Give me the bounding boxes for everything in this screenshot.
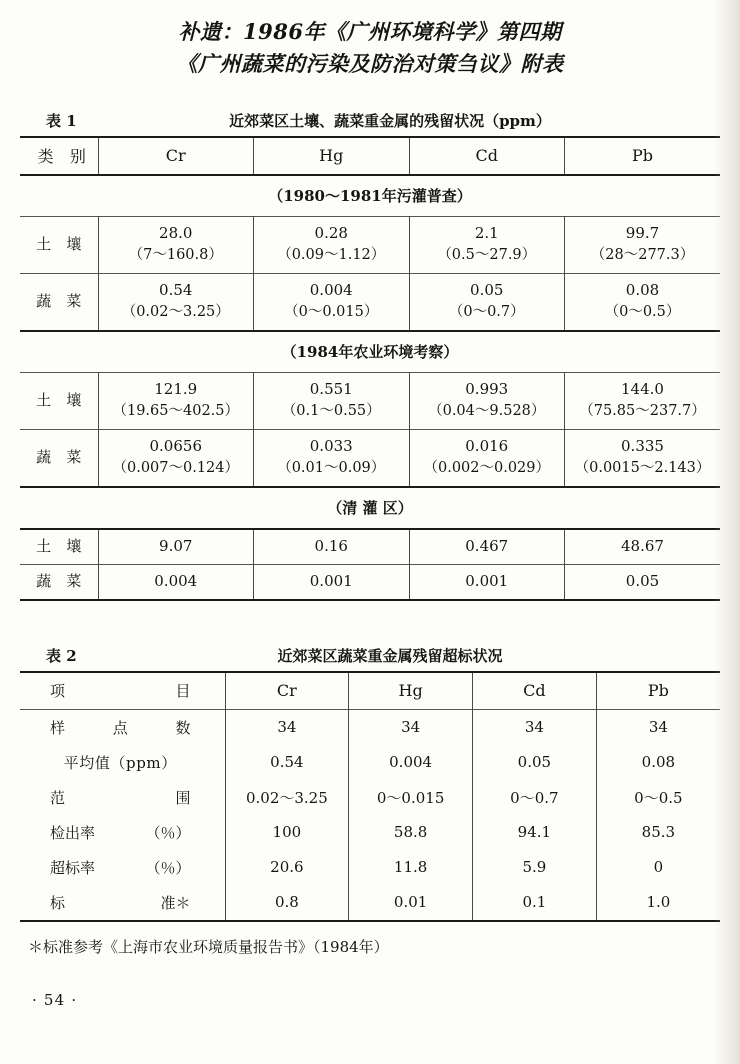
table1-section-3: [20, 487, 720, 600]
cell-value: 0.08: [625, 281, 660, 300]
table1-section-2: [20, 331, 720, 487]
cell-value: 0.335: [621, 437, 664, 456]
table-row: [20, 429, 720, 487]
table1-number: 表 1: [46, 111, 77, 130]
cell-value: 121.9: [154, 380, 198, 399]
table1-section-band: [20, 331, 720, 373]
cell-range: （0～0.015）: [284, 304, 379, 321]
spacer: [0, 80, 740, 106]
table2-cell: 11.8: [349, 850, 473, 885]
table1-cell: [565, 216, 721, 273]
table1-wrap: [0, 136, 740, 601]
cell-value: 0.28: [314, 224, 348, 243]
table2-cell: 34: [473, 709, 597, 745]
table1-cell: [98, 429, 254, 487]
table2-row-label: [20, 850, 225, 885]
table1-cell: 0.001: [409, 564, 565, 600]
table1-col-header-cr: Cr: [98, 137, 254, 175]
table1-section-2-label: （1984年农业环境考察）: [281, 343, 459, 362]
table2-row-label: [20, 745, 225, 780]
row-label-inner: [20, 717, 225, 738]
table1-section-3-label: （清 灌 区）: [327, 499, 413, 518]
row-label-right: 数: [175, 718, 191, 737]
table1-header-row: [20, 137, 720, 175]
table1-section-band: [20, 175, 720, 217]
table2-row-label: [20, 885, 225, 921]
cell-value: 0.05: [470, 281, 504, 300]
row-label-inner: [20, 857, 225, 878]
table2-caption: [0, 641, 740, 671]
cell-value: 99.7: [625, 224, 660, 243]
table2-cell: 94.1: [473, 815, 597, 850]
cell-range: （0.002～0.029）: [423, 460, 551, 477]
table2-cell: 0.08: [596, 745, 720, 780]
table2-wrap: [0, 671, 740, 922]
row-label-inner: [20, 787, 225, 808]
table1-row-label: 土 壤: [36, 390, 87, 409]
table1-row-label: 土 壤: [36, 536, 87, 555]
cell-value: 0.54: [159, 281, 193, 300]
cell-range: （75.85～237.7）: [579, 403, 706, 420]
footnote: ＊标准参考《上海市农业环境质量报告书》（1984年）: [28, 937, 389, 956]
table1-section-band: [20, 487, 720, 529]
table1-caption: [0, 106, 740, 136]
table2-cell: 85.3: [596, 815, 720, 850]
table1-cell: 0.001: [254, 564, 410, 600]
cell-range: （7～160.8）: [128, 247, 223, 264]
table2-cell: 100: [225, 815, 349, 850]
cell-range: （0～0.5）: [604, 304, 681, 321]
row-label-mid: 点: [112, 718, 128, 737]
table1-category-header: 类 别: [37, 147, 92, 167]
cell-range: （0.0015～2.143）: [574, 460, 711, 477]
title-line-2: 《广州蔬菜的污染及防治对策刍议》附表: [176, 50, 564, 76]
table2-cell: 0: [596, 850, 720, 885]
table1: [20, 136, 720, 601]
cell-value: 0.033: [309, 437, 353, 456]
table2-item-header-inner: [20, 680, 225, 701]
cell-range: （0.01～0.09）: [277, 460, 386, 477]
table1-cell: 0.004: [98, 564, 254, 600]
table2-col-header-cd: Cd: [473, 672, 597, 710]
table1-cell: [565, 429, 721, 487]
spacer: [0, 601, 740, 641]
table1-cell: [98, 216, 254, 273]
table2-cell: 0～0.7: [473, 780, 597, 815]
table2-cell: 20.6: [225, 850, 349, 885]
table-row: [20, 216, 720, 273]
table-row: [20, 745, 720, 780]
table2-cell: 0.8: [225, 885, 349, 921]
table1-cell: [565, 273, 721, 331]
table1-row-label: 土 壤: [36, 234, 87, 253]
table1-cell: [254, 429, 410, 487]
title-line-1: 补遗：1986年《广州环境科学》第四期: [178, 19, 562, 44]
table1-cell: [254, 216, 410, 273]
table2-header-row: [20, 672, 720, 710]
cell-range: （19.65～402.5）: [112, 403, 240, 420]
table1-cell: [98, 372, 254, 429]
table1-col-header-pb: Pb: [565, 137, 721, 175]
table2-cell: 34: [225, 709, 349, 745]
table2-row-label: [20, 709, 225, 745]
table2-col-header-pb: Pb: [596, 672, 720, 710]
table-row: [20, 529, 720, 565]
table2-cell: 0～0.5: [596, 780, 720, 815]
table2-col-header-cr: Cr: [225, 672, 349, 710]
table2-name: 近郊菜区蔬菜重金属残留超标状况: [277, 646, 503, 665]
table1-cell: 0.467: [409, 529, 565, 565]
table1-cell: [409, 372, 565, 429]
row-label-right: （％）: [145, 823, 191, 842]
cell-value: 2.1: [474, 224, 499, 243]
table2-item-header-left: 项: [50, 682, 66, 701]
cell-range: （0.007～0.124）: [112, 460, 240, 477]
cell-range: （0.04～9.528）: [428, 403, 546, 420]
table2-head: [20, 672, 720, 710]
page-number: · 54 ·: [32, 990, 78, 1009]
row-label-left: 超标率: [50, 858, 96, 877]
cell-range: （0.02～3.25）: [121, 304, 230, 321]
table2-cell: 0.004: [349, 745, 473, 780]
table-row: [20, 273, 720, 331]
table2-cell: 0～0.015: [349, 780, 473, 815]
table1-cell: 0.16: [254, 529, 410, 565]
cell-range: （0.1～0.55）: [281, 403, 381, 420]
table1-col-header-hg: Hg: [254, 137, 410, 175]
table2-item-header: [20, 672, 225, 710]
table-row: [20, 564, 720, 600]
cell-value: 144.0: [621, 380, 664, 399]
table-row: [20, 372, 720, 429]
row-label-left: 标: [50, 893, 66, 912]
table2-number: 表 2: [46, 646, 77, 665]
table1-cell: [254, 372, 410, 429]
table1-cell: [98, 273, 254, 331]
row-label-left: 检出率: [50, 823, 96, 842]
table2-cell: 34: [596, 709, 720, 745]
cell-value: 0.551: [309, 380, 353, 399]
table-row: [20, 780, 720, 815]
table1-row-label: 蔬 菜: [36, 291, 87, 310]
table2-cell: 1.0: [596, 885, 720, 921]
table1-name: 近郊菜区土壤、蔬菜重金属的残留状况（ppm）: [229, 111, 551, 130]
table-row: [20, 815, 720, 850]
table2-col-header-hg: Hg: [349, 672, 473, 710]
cell-range: （0.5～27.9）: [437, 247, 537, 264]
row-label-right: （％）: [145, 858, 191, 877]
cell-range: （0～0.7）: [448, 304, 525, 321]
table2-cell: 34: [349, 709, 473, 745]
table1-head: [20, 137, 720, 175]
table2-cell: 0.05: [473, 745, 597, 780]
table1-cell: [409, 216, 565, 273]
table1-cell: [409, 429, 565, 487]
table1-cell: 9.07: [98, 529, 254, 565]
cell-value: 0.016: [465, 437, 509, 456]
cell-range: （28～277.3）: [590, 247, 695, 264]
table1-cell: 0.05: [565, 564, 721, 600]
table1-row-label: 蔬 菜: [36, 447, 87, 466]
row-label-inner: [20, 822, 225, 843]
cell-value: 0.993: [465, 380, 509, 399]
cell-value: 28.0: [159, 224, 193, 243]
table2-cell: 0.1: [473, 885, 597, 921]
table1-cell: [565, 372, 721, 429]
table1-cell: [254, 273, 410, 331]
table-row: [20, 850, 720, 885]
document-title: [0, 0, 740, 80]
table1-col-header-cd: Cd: [409, 137, 565, 175]
table2-cell: 5.9: [473, 850, 597, 885]
table-row: [20, 709, 720, 745]
row-label-inner: [20, 752, 225, 773]
row-label-left: 平均值（ppm）: [63, 753, 177, 772]
table2: [20, 671, 720, 922]
table1-cell: 48.67: [565, 529, 721, 565]
row-label-inner: [20, 892, 225, 913]
table-row: [20, 885, 720, 921]
row-label-left: 样: [50, 718, 66, 737]
table2-body: [20, 709, 720, 921]
table2-item-header-right: 目: [175, 682, 191, 701]
cell-value: 0.0656: [149, 437, 202, 456]
table1-section-1: [20, 175, 720, 331]
table2-row-label: [20, 815, 225, 850]
table1-row-label: 蔬 菜: [36, 571, 87, 590]
row-label-right: 准＊: [160, 893, 191, 912]
table1-section-1-label: （1980～1981年污灌普查）: [268, 187, 472, 206]
cell-value: 0.004: [309, 281, 353, 300]
cell-range: （0.09～1.12）: [277, 247, 386, 264]
table2-cell: 0.02～3.25: [225, 780, 349, 815]
table2-cell: 0.01: [349, 885, 473, 921]
table1-cell: [409, 273, 565, 331]
table2-cell: 0.54: [225, 745, 349, 780]
row-label-right: 围: [175, 788, 191, 807]
table2-cell: 58.8: [349, 815, 473, 850]
table2-row-label: [20, 780, 225, 815]
row-label-left: 范: [50, 788, 66, 807]
